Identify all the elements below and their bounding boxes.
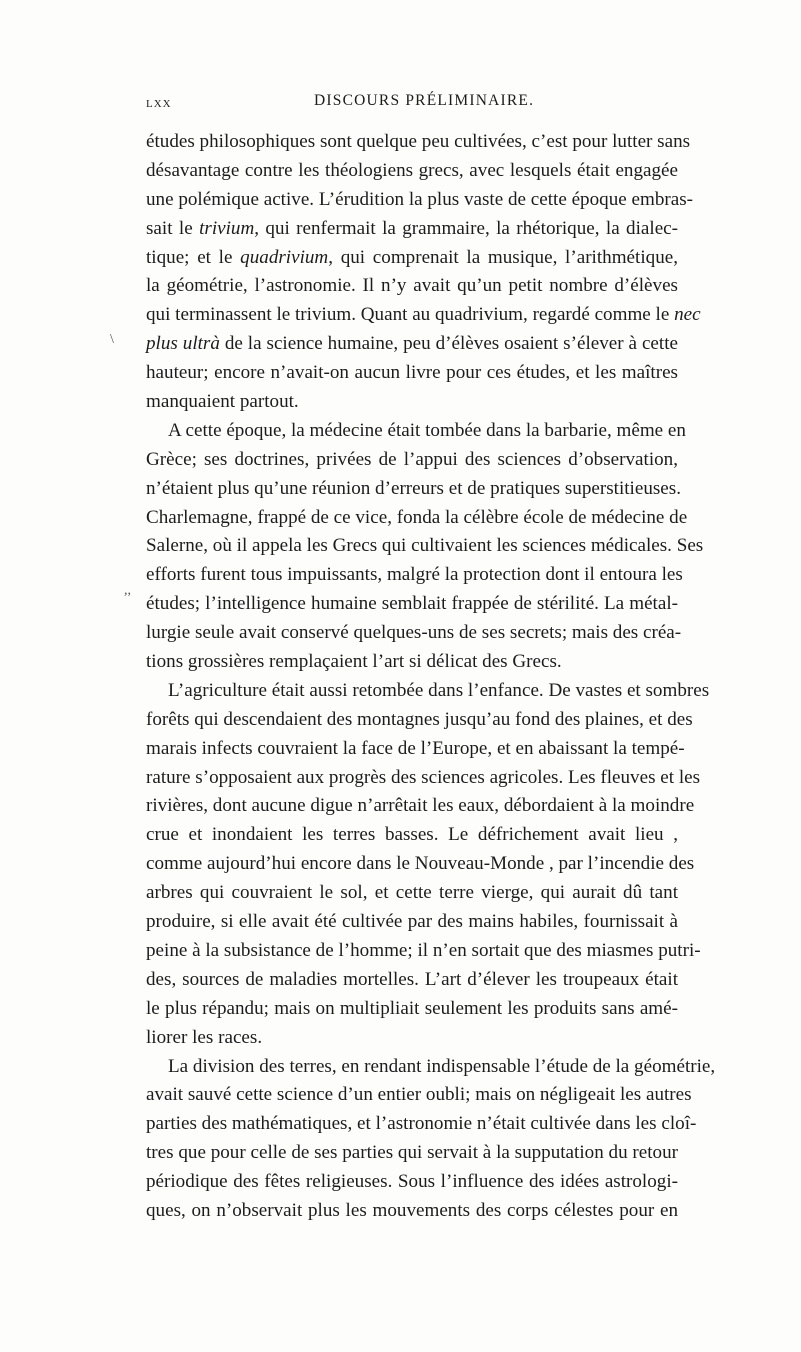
margin-mark: \ [110,332,114,347]
text-line [146,764,701,793]
text-line [146,735,685,764]
text-segment: rature s’opposaient aux progrès des sciences agricoles. Les fleuves et les [146,766,701,788]
italic-term: plus ultrà [146,333,220,355]
text-segment: ques, on n’observait plus les mouvements des corps célestes pour en [146,1199,678,1221]
text-segment: lurgie seule avait conservé quelques-uns de ses secrets; mais des créa- [146,622,682,644]
text-segment: , qui comprenait la musique, l’arithmétique, [328,246,678,268]
text-line [146,475,681,504]
text-segment: Grèce; ses doctrines, privées de l’appui des sciences d’observation, [146,448,678,470]
text-segment: efforts furent tous impuissants, malgré la protection dont il entoura les [146,564,683,586]
text-segment: liorer les races. [146,1026,263,1048]
text-line [146,966,678,995]
text-segment: Charlemagne, frappé de ce vice, fonda la célèbre école de médecine de [146,506,688,528]
text-segment: peine à la subsistance de l’homme; il n’en sortait que des miasmes putri- [146,939,701,961]
text-line [146,417,686,446]
text-segment: tres que pour celle de ses parties qui servait à la supputation du retour [146,1142,678,1164]
margin-mark: ,, [124,583,131,598]
text-line [146,677,710,706]
text-line [146,446,678,475]
text-segment: qui terminassent le trivium. Quant au quadrivium, regardé comme le [146,304,675,326]
text-line [146,590,678,619]
text-line [146,388,678,417]
italic-term: trivium [199,217,255,239]
text-line [146,792,695,821]
text-line [146,272,678,301]
text-line [146,821,678,850]
text-segment: désavantage contre les théologiens grecs, avec lesquels était engagée [146,159,678,181]
text-line [146,1197,678,1226]
text-line [146,186,693,215]
text-segment: une polémique active. L’érudition la plus vaste de cette époque embras- [146,188,693,210]
text-line [146,561,683,590]
text-line [146,215,678,244]
text-segment: forêts qui descendaient des montagnes jusqu’au fond des plaines, et des [146,708,693,730]
text-segment: n’étaient plus qu’une réunion d’erreurs et de pratiques superstitieuses. [146,477,681,499]
text-segment: L’agriculture était aussi retombée dans l’enfance. De vastes et sombres [168,679,710,701]
text-line [146,937,701,966]
text-segment: avait sauvé cette science d’un entier oubli; mais on négligeait les autres [146,1084,692,1106]
text-line [146,157,678,186]
body-text [146,128,716,1226]
text-segment: périodique des fêtes religieuses. Sous l’influence des idées astrologi- [146,1171,678,1193]
text-line [146,850,695,879]
running-title: DISCOURS PRÉLIMINAIRE. [314,92,535,109]
italic-term: quadrivium [240,246,329,268]
text-segment: arbres qui couvraient le sol, et cette terre vierge, qui aurait dû tant [146,882,678,904]
text-line [146,532,704,561]
text-line [146,706,693,735]
text-segment: , qui renfermait la grammaire, la rhétorique, la dialec- [254,217,678,239]
text-segment: produire, si elle avait été cultivée par des mains habiles, fournissait à [146,911,678,933]
text-line [146,879,678,908]
text-line [146,1110,697,1139]
page-number: LXX [146,98,172,110]
text-line [146,359,678,388]
text-segment: manquaient partout. [146,391,299,413]
text-line [146,1139,678,1168]
text-line [146,301,701,330]
text-line [146,995,678,1024]
text-segment: crue et inondaient les terres basses. Le défrichement avait lieu , [146,824,678,846]
text-line [146,244,678,273]
text-line [146,619,682,648]
text-segment: comme aujourd’hui encore dans le Nouveau-Monde , par l’incendie des [146,853,695,875]
text-line [146,1024,678,1053]
text-line [146,1081,692,1110]
page-header [146,92,676,116]
text-line [146,1053,716,1082]
text-segment: hauteur; encore n’avait-on aucun livre pour ces études, et les maîtres [146,362,678,384]
text-line [146,648,678,677]
text-line [146,128,691,157]
text-segment: études philosophiques sont quelque peu cultivées, c’est pour lutter sans [146,131,691,152]
italic-term: nec [674,304,701,326]
text-segment: études; l’intelligence humaine semblait frappée de stérilité. La métal- [146,593,678,615]
text-segment: des, sources de maladies mortelles. L’art d’élever les troupeaux était [146,968,678,990]
text-segment: La division des terres, en rendant indispensable l’étude de la géométrie, [168,1055,716,1077]
text-line [146,330,678,359]
text-segment: marais infects couvraient la face de l’Europe, et en abaissant la tempé- [146,737,685,759]
text-segment: parties des mathématiques, et l’astronomie n’était cultivée dans les cloî- [146,1113,697,1135]
text-segment: sait le [146,217,200,239]
text-segment: Salerne, où il appela les Grecs qui cultivaient les sciences médicales. Ses [146,535,704,557]
text-line [146,504,688,533]
text-segment: A cette époque, la médecine était tombée dans la barbarie, même en [168,419,686,441]
text-line [146,1168,678,1197]
text-segment: tique; et le [146,246,241,268]
text-segment: rivières, dont aucune digue n’arrêtait les eaux, débordaient à la moindre [146,795,695,817]
text-segment: la géométrie, l’astronomie. Il n’y avait qu’un petit nombre d’élèves [146,275,678,297]
text-segment: de la science humaine, peu d’élèves osaient s’élever à cette [219,333,678,355]
text-segment: tions grossières remplaçaient l’art si délicat des Grecs. [146,651,562,673]
text-line [146,908,678,937]
text-segment: le plus répandu; mais on multipliait seulement les produits sans amé- [146,997,678,1019]
